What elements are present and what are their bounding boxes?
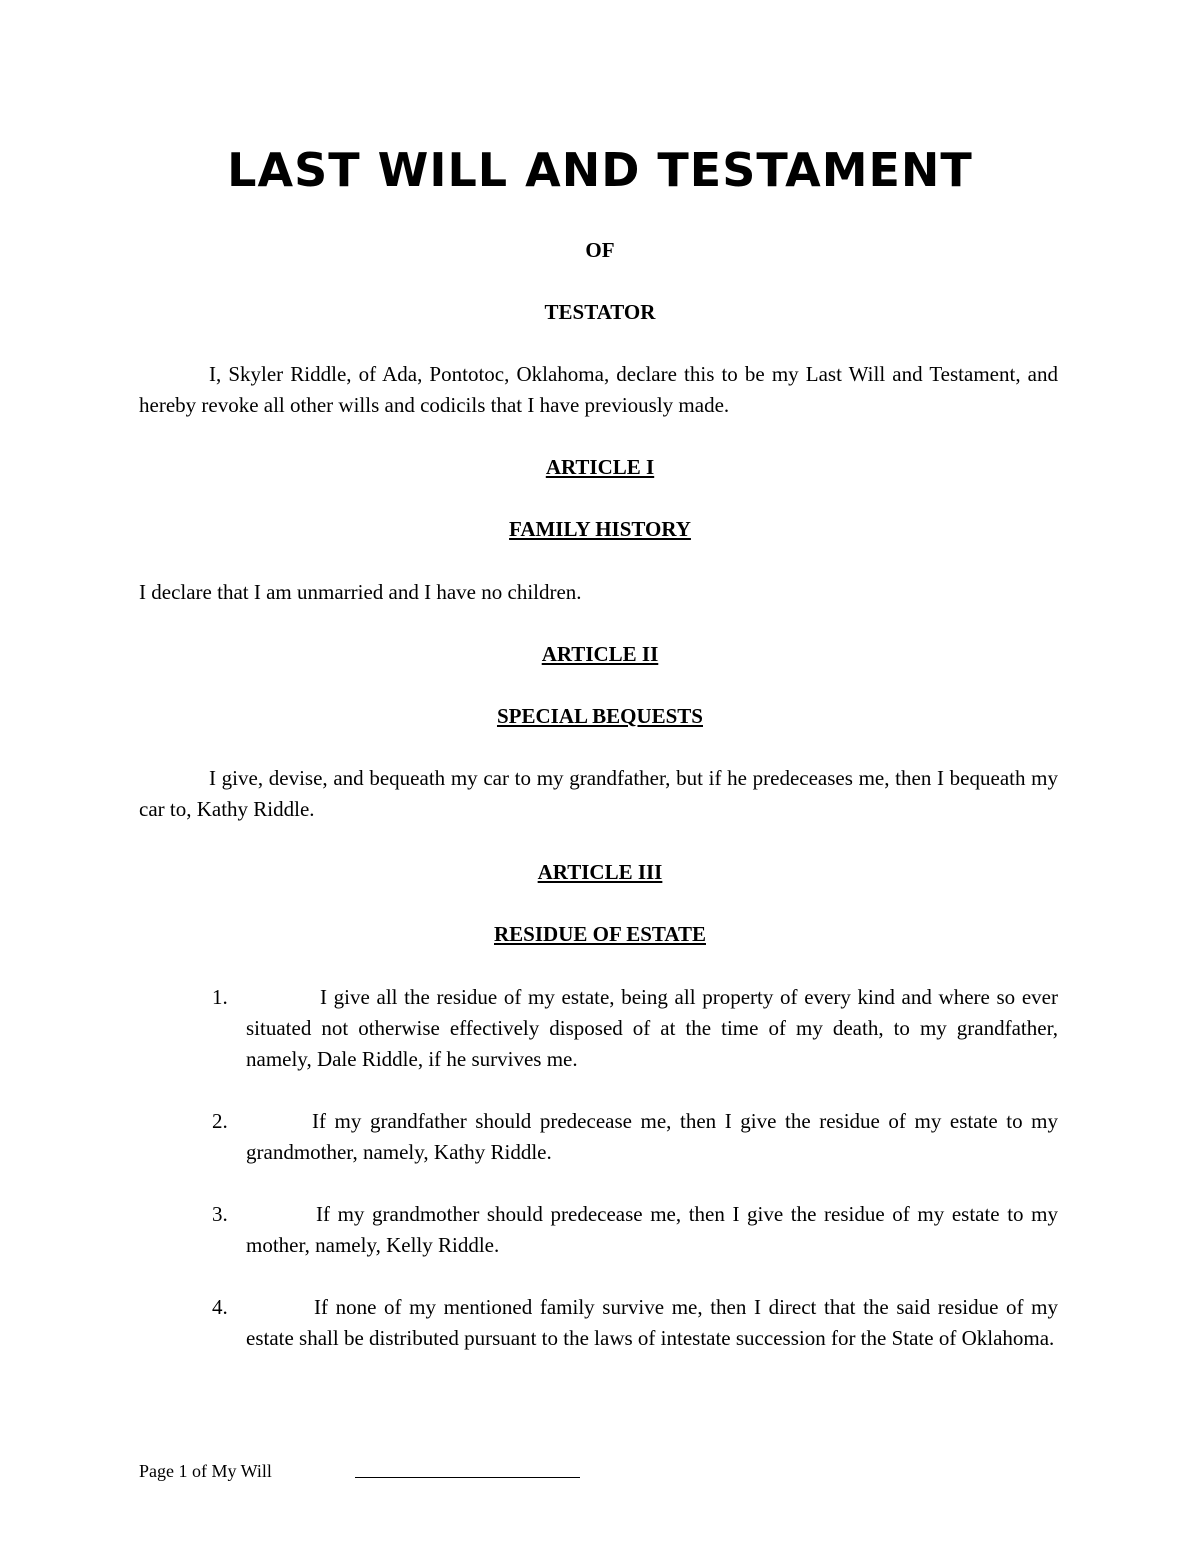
article-2-number: ARTICLE II [541,642,659,666]
of-label: OF [585,238,615,262]
article-3-heading: RESIDUE OF ESTATE [494,922,706,946]
list-item [212,1106,1058,1168]
article-2-heading: SPECIAL BEQUESTS [496,704,703,728]
list-item-text: If my grandmother should predecease me, then I give the residue of my estate to my mother, namely, Kelly Riddle. [246,1202,1058,1257]
list-item [212,982,1058,1075]
article-1-heading: FAMILY HISTORY [509,517,691,541]
page-footer-label: Page 1 of My Will [139,1461,272,1481]
list-item [212,1199,1058,1261]
article-3-number: ARTICLE III [537,860,663,884]
list-item-number: 3. [212,1202,228,1226]
article-1-number: ARTICLE I [545,455,655,479]
initials-signature-line[interactable] [355,1477,580,1478]
testator-label: TESTATOR [544,300,656,324]
list-item-number: 1. [212,985,228,1009]
article-2-body: I give, devise, and bequeath my car to my grandfather, but if he predeceases me, then I bequeath my car to, Kathy Riddle. [139,766,1058,821]
list-item-text: If my grandfather should predecease me, then I give the residue of my estate to my grandmother, namely, Kathy Riddle. [246,1109,1058,1164]
intro-paragraph: I, Skyler Riddle, of Ada, Pontotoc, Oklahoma, declare this to be my Last Will and Testament, and hereby revoke all other wills and codicils that I have previously made. [139,362,1058,417]
list-item-text: If none of my mentioned family survive me, then I direct that the said residue of my estate shall be distributed pursuant to the laws of intestate succession for the State of Oklahoma. [246,1295,1058,1350]
list-item [212,1292,1058,1354]
list-item-number: 4. [212,1295,228,1319]
list-item-text: I give all the residue of my estate, being all property of every kind and where so ever situated not otherwise effectively disposed of at the time of my death, to my grandfather, namely, Dale Riddle, if he survives me. [246,985,1058,1071]
document-title: LAST WILL AND TESTAMENT [227,143,973,197]
list-item-number: 2. [212,1109,228,1133]
article-1-body: I declare that I am unmarried and I have no children. [139,580,582,604]
